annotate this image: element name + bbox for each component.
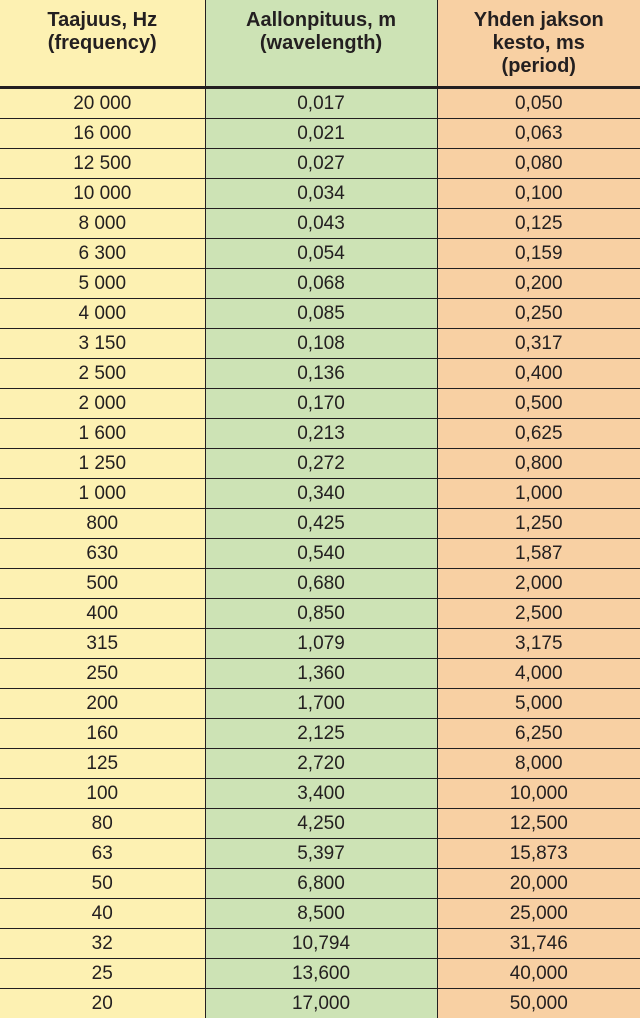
table-row xyxy=(0,328,640,358)
table-row xyxy=(0,898,640,928)
wavelength-cell: 0,213 xyxy=(205,418,437,448)
frequency-cell: 200 xyxy=(0,688,205,718)
frequency-cell: 20 000 xyxy=(0,87,205,118)
frequency-cell: 1 600 xyxy=(0,418,205,448)
table-row xyxy=(0,598,640,628)
frequency-cell: 630 xyxy=(0,538,205,568)
table-row xyxy=(0,508,640,538)
frequency-cell: 12 500 xyxy=(0,148,205,178)
frequency-cell: 63 xyxy=(0,838,205,868)
wavelength-cell: 0,540 xyxy=(205,538,437,568)
wavelength-cell: 0,027 xyxy=(205,148,437,178)
frequency-cell: 50 xyxy=(0,868,205,898)
period-cell: 40,000 xyxy=(437,958,640,988)
table-row xyxy=(0,838,640,868)
frequency-cell: 32 xyxy=(0,928,205,958)
wavelength-cell: 0,034 xyxy=(205,178,437,208)
header-wavelength xyxy=(205,0,437,87)
frequency-cell: 250 xyxy=(0,658,205,688)
period-cell: 0,625 xyxy=(437,418,640,448)
period-cell: 0,100 xyxy=(437,178,640,208)
period-cell: 20,000 xyxy=(437,868,640,898)
table-row xyxy=(0,388,640,418)
header-period xyxy=(437,0,640,87)
period-cell: 0,200 xyxy=(437,268,640,298)
table-row xyxy=(0,178,640,208)
header-period-line: kesto, ms xyxy=(438,32,640,55)
frequency-cell: 160 xyxy=(0,718,205,748)
table-row xyxy=(0,418,640,448)
frequency-cell: 80 xyxy=(0,808,205,838)
period-cell: 4,000 xyxy=(437,658,640,688)
period-cell: 0,080 xyxy=(437,148,640,178)
wavelength-cell: 1,079 xyxy=(205,628,437,658)
header-frequency-line: (frequency) xyxy=(0,32,205,55)
table-row xyxy=(0,688,640,718)
period-cell: 0,800 xyxy=(437,448,640,478)
period-cell: 0,250 xyxy=(437,298,640,328)
frequency-cell: 8 000 xyxy=(0,208,205,238)
frequency-cell: 4 000 xyxy=(0,298,205,328)
frequency-cell: 10 000 xyxy=(0,178,205,208)
frequency-cell: 1 250 xyxy=(0,448,205,478)
table-row xyxy=(0,87,640,118)
header-frequency-line: Taajuus, Hz xyxy=(0,9,205,32)
table-row xyxy=(0,658,640,688)
frequency-cell: 16 000 xyxy=(0,118,205,148)
table-row xyxy=(0,238,640,268)
wavelength-cell: 0,170 xyxy=(205,388,437,418)
period-cell: 6,250 xyxy=(437,718,640,748)
header-wavelength-line: Aallonpituus, m xyxy=(206,9,437,32)
period-cell: 12,500 xyxy=(437,808,640,838)
wavelength-cell: 0,021 xyxy=(205,118,437,148)
wavelength-cell: 6,800 xyxy=(205,868,437,898)
table-row xyxy=(0,298,640,328)
table-row xyxy=(0,958,640,988)
table-row xyxy=(0,568,640,598)
wavelength-cell: 13,600 xyxy=(205,958,437,988)
period-cell: 1,000 xyxy=(437,478,640,508)
table-row xyxy=(0,808,640,838)
frequency-cell: 400 xyxy=(0,598,205,628)
period-cell: 5,000 xyxy=(437,688,640,718)
wavelength-cell: 0,425 xyxy=(205,508,437,538)
table-row xyxy=(0,148,640,178)
period-cell: 50,000 xyxy=(437,988,640,1018)
wavelength-cell: 3,400 xyxy=(205,778,437,808)
frequency-cell: 100 xyxy=(0,778,205,808)
frequency-cell: 20 xyxy=(0,988,205,1018)
wavelength-cell: 2,720 xyxy=(205,748,437,778)
table-row xyxy=(0,118,640,148)
frequency-cell: 125 xyxy=(0,748,205,778)
wavelength-cell: 0,108 xyxy=(205,328,437,358)
wavelength-cell: 10,794 xyxy=(205,928,437,958)
frequency-cell: 5 000 xyxy=(0,268,205,298)
table-row xyxy=(0,208,640,238)
wavelength-cell: 2,125 xyxy=(205,718,437,748)
wavelength-cell: 0,680 xyxy=(205,568,437,598)
header-period-line: (period) xyxy=(438,55,640,78)
period-cell: 0,317 xyxy=(437,328,640,358)
frequency-cell: 500 xyxy=(0,568,205,598)
period-cell: 0,125 xyxy=(437,208,640,238)
period-cell: 0,063 xyxy=(437,118,640,148)
wavelength-cell: 1,700 xyxy=(205,688,437,718)
frequency-cell: 25 xyxy=(0,958,205,988)
table-row xyxy=(0,628,640,658)
frequency-cell: 2 000 xyxy=(0,388,205,418)
frequency-cell: 3 150 xyxy=(0,328,205,358)
period-cell: 31,746 xyxy=(437,928,640,958)
period-cell: 0,500 xyxy=(437,388,640,418)
wavelength-cell: 5,397 xyxy=(205,838,437,868)
wavelength-cell: 0,085 xyxy=(205,298,437,328)
period-cell: 0,050 xyxy=(437,87,640,118)
header-period-line: Yhden jakson xyxy=(438,9,640,32)
period-cell: 10,000 xyxy=(437,778,640,808)
wavelength-cell: 0,850 xyxy=(205,598,437,628)
wavelength-cell: 0,043 xyxy=(205,208,437,238)
frequency-cell: 1 000 xyxy=(0,478,205,508)
header-frequency xyxy=(0,0,205,87)
table-body xyxy=(0,87,640,1018)
wavelength-cell: 1,360 xyxy=(205,658,437,688)
wavelength-cell: 0,054 xyxy=(205,238,437,268)
frequency-cell: 800 xyxy=(0,508,205,538)
period-cell: 25,000 xyxy=(437,898,640,928)
period-cell: 1,587 xyxy=(437,538,640,568)
frequency-cell: 2 500 xyxy=(0,358,205,388)
period-cell: 3,175 xyxy=(437,628,640,658)
period-cell: 2,500 xyxy=(437,598,640,628)
period-cell: 2,000 xyxy=(437,568,640,598)
table-row xyxy=(0,538,640,568)
table-row xyxy=(0,778,640,808)
table-row xyxy=(0,358,640,388)
frequency-cell: 315 xyxy=(0,628,205,658)
wavelength-cell: 4,250 xyxy=(205,808,437,838)
wavelength-cell: 0,017 xyxy=(205,87,437,118)
period-cell: 15,873 xyxy=(437,838,640,868)
frequency-cell: 40 xyxy=(0,898,205,928)
wavelength-cell: 0,272 xyxy=(205,448,437,478)
frequency-cell: 6 300 xyxy=(0,238,205,268)
wavelength-cell: 0,068 xyxy=(205,268,437,298)
header-wavelength-line: (wavelength) xyxy=(206,32,437,55)
table-row xyxy=(0,718,640,748)
period-cell: 0,400 xyxy=(437,358,640,388)
table-row xyxy=(0,868,640,898)
table-header-row xyxy=(0,0,640,87)
table-row xyxy=(0,268,640,298)
period-cell: 1,250 xyxy=(437,508,640,538)
period-cell: 8,000 xyxy=(437,748,640,778)
period-cell: 0,159 xyxy=(437,238,640,268)
table-row xyxy=(0,478,640,508)
table-row xyxy=(0,748,640,778)
wavelength-cell: 8,500 xyxy=(205,898,437,928)
table-row xyxy=(0,928,640,958)
wavelength-cell: 0,340 xyxy=(205,478,437,508)
table-row xyxy=(0,448,640,478)
table-row xyxy=(0,988,640,1018)
wavelength-cell: 0,136 xyxy=(205,358,437,388)
wavelength-cell: 17,000 xyxy=(205,988,437,1018)
